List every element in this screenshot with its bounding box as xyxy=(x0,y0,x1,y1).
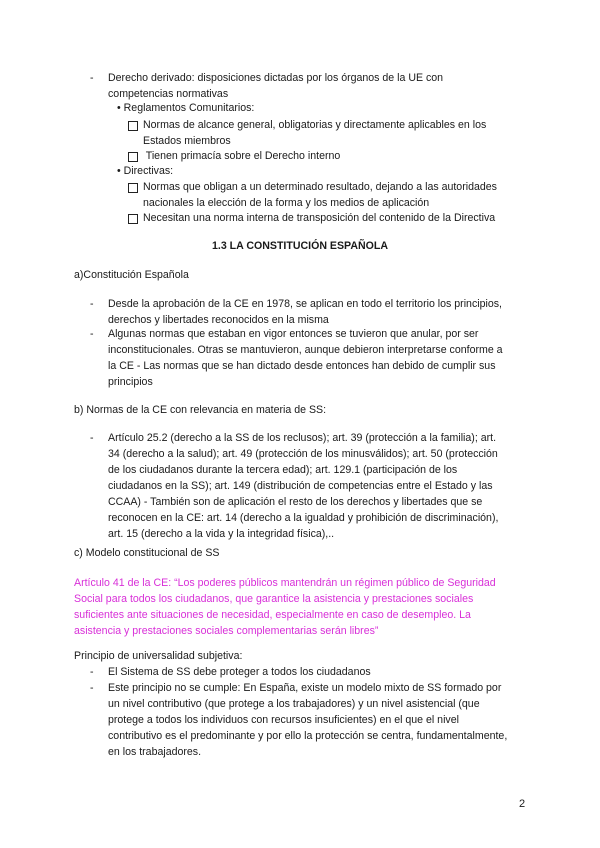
text-line: Algunas normas que estaban en vigor entonces se tuvieron que anular, por ser xyxy=(108,328,479,340)
checkbox-icon xyxy=(128,152,138,162)
text-line: inconstitucionales. Otras se mantuvieron, aunque debieron interpretarse conforme a xyxy=(108,344,503,356)
quote-line: Social para todos los ciudadanos, que garantice la asistencia y prestaciones sociales xyxy=(74,593,474,605)
quote-line: suficientes ante situaciones de necesidad, especialmente en caso de desempleo. La xyxy=(74,609,471,621)
text-line: 34 (derecho a la salud); art. 49 (protección de los minusválidos); art. 50 (protección xyxy=(108,448,498,460)
text-line: ciudadanos en la SS); art. 149 (distribución de competencias entre el Estado y las xyxy=(108,480,493,492)
text-line: art. 15 (derecho a la vida y la integridad física),.. xyxy=(108,528,335,540)
quote-line: asistencia y prestaciones sociales complementarias serán libres” xyxy=(74,625,379,637)
article-41-quote xyxy=(74,575,534,639)
text-line: protege a todos los individuos con recursos insuficientes) en el que el nivel xyxy=(108,714,459,726)
page-number: 2 xyxy=(519,798,526,810)
text-line: CCAA) - También son de aplicación el resto de los derechos y libertades que se xyxy=(108,496,483,508)
dash-bullet: - xyxy=(90,298,94,310)
dash-bullet: - xyxy=(90,328,94,340)
text-line: en los trabajadores. xyxy=(108,746,202,758)
directivas-label: • Directivas: xyxy=(117,165,174,177)
dash-bullet: - xyxy=(90,432,94,444)
list-item-derecho-derivado xyxy=(90,70,530,102)
text-line: la CE - Las normas que se han dictado desde entonces han debido de cumplir sus xyxy=(108,360,496,372)
text-line: contributivo es el predominante y por ello la protección se centra, fundamentalmente, xyxy=(108,730,508,742)
dash-bullet: - xyxy=(90,682,94,694)
text-line: Artículo 25.2 (derecho a la SS de los reclusos); art. 39 (protección a la familia); art. xyxy=(108,432,497,444)
dash-bullet: - xyxy=(90,72,94,84)
principle-title: Principio de universalidad subjetiva: xyxy=(74,650,243,662)
text-line: derechos y libertades reconocidos en la misma xyxy=(108,314,329,326)
text-line: Derecho derivado: disposiciones dictadas por los órganos de la UE con xyxy=(108,72,444,84)
text-line: reconocen en la CE: art. 14 (derecho a la igualdad y prohibición de discriminación), xyxy=(108,512,499,524)
checkbox-icon xyxy=(128,183,138,193)
reglamentos-label: • Reglamentos Comunitarios: xyxy=(117,102,255,114)
text-line: competencias normativas xyxy=(108,88,229,100)
text-line: Normas que obligan a un determinado resultado, dejando a las autoridades xyxy=(143,181,497,193)
text-line: nacionales la elección de la forma y los medios de aplicación xyxy=(143,197,430,209)
text-line: Tienen primacía sobre el Derecho interno xyxy=(143,150,341,162)
text-line: Estados miembros xyxy=(143,135,231,147)
dash-bullet: - xyxy=(90,666,94,678)
text-line: Este principio no se cumple: En España, existe un modelo mixto de SS formado por xyxy=(108,682,502,694)
text-line: Necesitan una norma interna de transposición del contenido de la Directiva xyxy=(143,212,496,224)
section-c-title: c) Modelo constitucional de SS xyxy=(74,547,220,559)
text-line: Normas de alcance general, obligatorias y directamente aplicables en los xyxy=(143,119,487,131)
section-heading: 1.3 LA CONSTITUCIÓN ESPAÑOLA xyxy=(212,240,388,252)
text-line: El Sistema de SS debe proteger a todos los ciudadanos xyxy=(108,666,371,678)
text-line: de los ciudadanos durante la tercera edad); art. 129.1 (participación de los xyxy=(108,464,458,476)
text-line: Desde la aprobación de la CE en 1978, se aplican en todo el territorio los principios, xyxy=(108,298,502,310)
text-line: un nivel contributivo (que protege a los trabajadores) y un nivel asistencial (que xyxy=(108,698,480,710)
section-b-title: b) Normas de la CE con relevancia en materia de SS: xyxy=(74,404,327,416)
quote-line: Artículo 41 de la CE: “Los poderes públicos mantendrán un régimen público de Seguridad xyxy=(74,577,496,589)
text-line: principios xyxy=(108,376,153,388)
section-a-title: a)Constitución Española xyxy=(74,269,189,281)
checkbox-icon xyxy=(128,121,138,131)
checkbox-icon xyxy=(128,214,138,224)
